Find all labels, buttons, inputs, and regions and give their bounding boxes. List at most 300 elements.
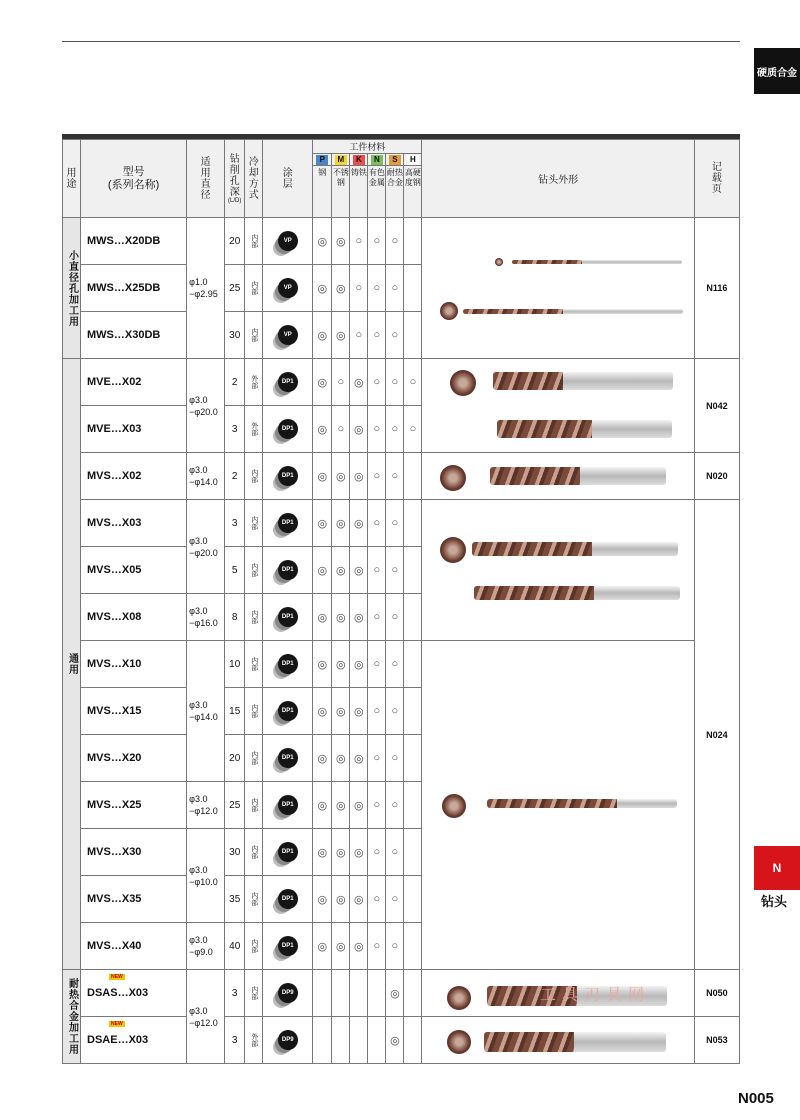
material-rating: ◎	[332, 453, 350, 500]
depth-value: 3	[225, 500, 245, 547]
material-rating: ◎	[313, 359, 332, 406]
model-text: MVS…X35	[87, 893, 142, 905]
depth-value: 3	[225, 406, 245, 453]
material-rating: ◎	[313, 641, 332, 688]
coating-badge: DP1	[278, 372, 298, 392]
material-name-M: 不锈钢	[332, 166, 350, 218]
material-rating: ○	[386, 359, 404, 406]
depth-value: 20	[225, 218, 245, 265]
material-rating: ◎	[313, 265, 332, 312]
model-name[interactable]	[81, 453, 187, 500]
header-depth-label: 钻削孔深	[229, 153, 240, 198]
coating-badge: VP	[278, 278, 298, 298]
material-rating	[404, 547, 422, 594]
model-text: DSAS…X03	[87, 987, 149, 999]
page-reference[interactable]: N053	[694, 1017, 739, 1064]
depth-value: 2	[225, 453, 245, 500]
drill-flute	[497, 420, 592, 438]
model-name[interactable]	[81, 547, 187, 594]
coating-badge: DP1	[278, 466, 298, 486]
material-rating	[404, 265, 422, 312]
new-badge: NEW	[111, 1021, 123, 1027]
material-rating	[368, 970, 386, 1017]
material-rating: ◎	[350, 359, 368, 406]
material-rating: ◎	[313, 688, 332, 735]
depth-value: 35	[225, 876, 245, 923]
material-name-P: 钢	[313, 166, 332, 218]
material-rating: ◎	[350, 735, 368, 782]
material-rating: ○	[368, 782, 386, 829]
cooling-method: 内部	[245, 970, 263, 1017]
coating-badge: DP1	[278, 889, 298, 909]
material-rating	[404, 312, 422, 359]
table-row	[63, 500, 740, 547]
cooling-method: 内部	[245, 829, 263, 876]
cooling-method: 外部	[245, 1017, 263, 1064]
material-rating: ◎	[313, 876, 332, 923]
coating-cell	[263, 782, 313, 829]
header-coating: 涂层	[263, 140, 313, 218]
coating-badge: DP1	[278, 654, 298, 674]
material-rating: ○	[386, 829, 404, 876]
drill-shank	[563, 372, 673, 390]
model-name[interactable]	[81, 406, 187, 453]
drill-flute	[487, 799, 617, 808]
material-rating: ◎	[332, 641, 350, 688]
material-rating: ○	[386, 500, 404, 547]
material-rating	[404, 1017, 422, 1064]
cooling-method: 内部	[245, 312, 263, 359]
coating-badge: DP1	[278, 513, 298, 533]
diameter-range: φ3.0 −φ12.0	[187, 970, 225, 1064]
material-rating	[404, 782, 422, 829]
use-group-label: 小直径孔加工用	[63, 218, 81, 359]
coating-cell	[263, 500, 313, 547]
model-text: MWS…X20DB	[87, 235, 161, 247]
coating-cell	[263, 735, 313, 782]
material-rating: ○	[332, 406, 350, 453]
model-name[interactable]	[81, 312, 187, 359]
coating-cell	[263, 547, 313, 594]
drill-tip-view	[495, 258, 503, 266]
material-rating	[404, 688, 422, 735]
depth-value: 15	[225, 688, 245, 735]
page-reference[interactable]: N042	[694, 359, 739, 453]
material-rating: ○	[368, 594, 386, 641]
model-text: MVS…X10	[87, 658, 142, 670]
material-code-S	[386, 154, 404, 166]
drill-flute	[463, 309, 563, 314]
material-rating: ◎	[350, 688, 368, 735]
material-rating: ○	[368, 500, 386, 547]
header-diameter: 适用直径	[187, 140, 225, 218]
material-rating: ◎	[332, 547, 350, 594]
top-rule	[62, 41, 740, 42]
material-rating: ◎	[313, 312, 332, 359]
material-rating: ○	[368, 218, 386, 265]
material-rating: ◎	[332, 829, 350, 876]
model-name[interactable]	[81, 876, 187, 923]
material-rating	[404, 970, 422, 1017]
cooling-method: 内部	[245, 547, 263, 594]
coating-cell	[263, 1017, 313, 1064]
model-name[interactable]	[81, 500, 187, 547]
cooling-method: 内部	[245, 500, 263, 547]
header-model: 型号 (系列名称)	[81, 140, 187, 218]
depth-value: 40	[225, 923, 245, 970]
table-row	[63, 218, 740, 265]
model-text: MVS…X03	[87, 517, 142, 529]
drill-tip-view	[450, 370, 476, 396]
coating-cell	[263, 218, 313, 265]
coating-badge: VP	[278, 231, 298, 251]
material-rating	[404, 735, 422, 782]
drill-flute	[472, 542, 592, 556]
coating-badge: DP9	[278, 983, 298, 1003]
drill-tip-view	[440, 465, 466, 491]
header-page: 记载页	[694, 140, 739, 218]
material-rating: ○	[350, 265, 368, 312]
depth-value: 2	[225, 359, 245, 406]
material-rating: ○	[368, 641, 386, 688]
material-rating: ○	[368, 688, 386, 735]
material-code-N	[368, 154, 386, 166]
material-rating: ○	[350, 312, 368, 359]
coating-badge: VP	[278, 325, 298, 345]
coating-badge: DP9	[278, 1030, 298, 1050]
material-rating: ○	[386, 923, 404, 970]
material-rating: ◎	[350, 876, 368, 923]
cooling-method: 内部	[245, 453, 263, 500]
model-name[interactable]	[81, 265, 187, 312]
material-rating	[404, 594, 422, 641]
drill-shank	[563, 309, 683, 314]
diameter-range: φ3.0 −φ20.0	[187, 359, 225, 453]
material-rating: ○	[368, 359, 386, 406]
page-reference[interactable]: N050	[694, 970, 739, 1017]
model-text: MVS…X25	[87, 799, 142, 811]
coating-cell	[263, 265, 313, 312]
drill-tip-view	[447, 986, 471, 1010]
header-work-material: 工件材料	[313, 140, 422, 154]
coating-badge: DP1	[278, 795, 298, 815]
material-rating: ◎	[386, 1017, 404, 1064]
coating-cell	[263, 359, 313, 406]
material-rating: ○	[350, 218, 368, 265]
material-rating	[313, 1017, 332, 1064]
material-rating: ○	[368, 923, 386, 970]
model-text: MVS…X15	[87, 705, 142, 717]
cooling-method: 内部	[245, 735, 263, 782]
material-rating	[350, 970, 368, 1017]
drill-tip-view	[440, 302, 458, 320]
material-rating: ◎	[313, 547, 332, 594]
material-rating: ◎	[350, 923, 368, 970]
diameter-range: φ1.0 −φ2.95	[187, 218, 225, 359]
material-rating: ○	[386, 312, 404, 359]
material-rating	[404, 829, 422, 876]
model-text: MVE…X02	[87, 376, 142, 388]
drill-flute	[512, 260, 582, 264]
drill-shank	[574, 1032, 666, 1052]
material-rating: ◎	[313, 782, 332, 829]
material-rating: ◎	[350, 641, 368, 688]
page-number: N005	[738, 1090, 774, 1107]
material-rating: ○	[368, 735, 386, 782]
material-rating: ◎	[313, 406, 332, 453]
material-rating: ○	[368, 453, 386, 500]
coating-cell	[263, 453, 313, 500]
drill-tip-view	[440, 537, 466, 563]
model-name[interactable]	[81, 782, 187, 829]
model-text: MVE…X03	[87, 423, 142, 435]
material-rating: ◎	[350, 547, 368, 594]
coating-cell	[263, 688, 313, 735]
material-rating	[404, 876, 422, 923]
material-rating: ◎	[332, 876, 350, 923]
coating-badge: DP1	[278, 748, 298, 768]
cooling-method: 内部	[245, 641, 263, 688]
material-rating: ○	[368, 406, 386, 453]
coating-cell	[263, 970, 313, 1017]
diameter-range: φ3.0 −φ14.0	[187, 641, 225, 782]
model-name[interactable]	[81, 594, 187, 641]
chapter-tab-label: 钻头	[760, 894, 787, 909]
material-rating: ◎	[313, 594, 332, 641]
material-rating: ◎	[313, 218, 332, 265]
material-code-P	[313, 154, 332, 166]
drill-tip-view	[447, 1030, 471, 1054]
table-row	[63, 641, 740, 688]
cooling-method: 内部	[245, 782, 263, 829]
header-depth	[225, 140, 245, 218]
depth-value: 25	[225, 265, 245, 312]
material-rating: ○	[386, 406, 404, 453]
material-rating: ○	[386, 453, 404, 500]
depth-value: 30	[225, 829, 245, 876]
diameter-range: φ3.0 −φ14.0	[187, 453, 225, 500]
material-code-badge: N	[371, 155, 383, 165]
material-rating	[404, 923, 422, 970]
diameter-range: φ3.0 −φ12.0	[187, 782, 225, 829]
material-name-K: 铸铁	[350, 166, 368, 218]
coating-cell	[263, 594, 313, 641]
material-rating: ○	[386, 782, 404, 829]
chapter-tab-letter[interactable]: N	[754, 846, 800, 890]
model-name[interactable]	[81, 970, 187, 1017]
use-group-label: 耐热合金加工用	[63, 970, 81, 1064]
material-rating: ◎	[332, 594, 350, 641]
model-text: MVS…X40	[87, 940, 142, 952]
material-rating	[313, 970, 332, 1017]
material-code-K	[350, 154, 368, 166]
model-name[interactable]	[81, 1017, 187, 1064]
material-rating: ○	[368, 876, 386, 923]
depth-value: 8	[225, 594, 245, 641]
coating-badge: DP1	[278, 419, 298, 439]
coating-badge: DP1	[278, 560, 298, 580]
material-rating	[368, 1017, 386, 1064]
material-rating: ○	[386, 641, 404, 688]
drill-shank	[582, 260, 682, 264]
material-rating: ○	[368, 829, 386, 876]
model-text: MVS…X02	[87, 470, 142, 482]
material-rating	[332, 970, 350, 1017]
model-name[interactable]	[81, 688, 187, 735]
model-text: MVS…X20	[87, 752, 142, 764]
material-code-M	[332, 154, 350, 166]
material-rating: ◎	[332, 265, 350, 312]
depth-value: 30	[225, 312, 245, 359]
material-rating	[404, 218, 422, 265]
material-code-H	[404, 154, 422, 166]
header-shape: 钻头外形	[422, 140, 694, 218]
depth-value: 3	[225, 970, 245, 1017]
coating-cell	[263, 829, 313, 876]
cooling-method: 内部	[245, 923, 263, 970]
material-rating: ◎	[386, 970, 404, 1017]
material-rating: ◎	[350, 594, 368, 641]
cooling-method: 内部	[245, 876, 263, 923]
cooling-method: 内部	[245, 265, 263, 312]
drill-flute	[490, 467, 580, 485]
material-rating	[332, 1017, 350, 1064]
material-rating	[404, 500, 422, 547]
diameter-range: φ3.0 −φ20.0	[187, 500, 225, 594]
depth-value: 10	[225, 641, 245, 688]
material-rating: ○	[368, 265, 386, 312]
coating-cell	[263, 312, 313, 359]
material-rating: ◎	[332, 218, 350, 265]
use-group-label: 通用	[63, 359, 81, 970]
material-rating: ○	[386, 688, 404, 735]
model-name[interactable]	[81, 359, 187, 406]
depth-value: 3	[225, 1017, 245, 1064]
material-rating	[404, 641, 422, 688]
coating-cell	[263, 876, 313, 923]
coating-cell	[263, 406, 313, 453]
coating-badge: DP1	[278, 936, 298, 956]
coating-cell	[263, 923, 313, 970]
material-rating: ◎	[350, 782, 368, 829]
drill-flute	[493, 372, 563, 390]
page-reference[interactable]: N024	[694, 500, 739, 970]
model-text: MVS…X30	[87, 846, 142, 858]
material-rating: ○	[386, 547, 404, 594]
drill-shank	[592, 542, 678, 556]
material-rating: ◎	[332, 782, 350, 829]
material-rating: ○	[386, 876, 404, 923]
material-rating: ◎	[313, 735, 332, 782]
model-text: MVS…X05	[87, 564, 142, 576]
header-use: 用途	[63, 140, 81, 218]
drill-shank	[580, 467, 666, 485]
material-rating: ○	[386, 218, 404, 265]
drill-shape-cell	[422, 218, 694, 359]
cooling-method: 外部	[245, 359, 263, 406]
depth-value: 25	[225, 782, 245, 829]
material-rating: ○	[404, 406, 422, 453]
material-name-N: 有色金属	[368, 166, 386, 218]
model-text: DSAE…X03	[87, 1034, 149, 1046]
material-rating: ◎	[313, 453, 332, 500]
material-rating: ○	[404, 359, 422, 406]
material-code-badge: P	[316, 155, 328, 165]
diameter-range: φ3.0 −φ9.0	[187, 923, 225, 970]
material-code-badge: S	[389, 155, 401, 165]
model-text: MVS…X08	[87, 611, 142, 623]
material-code-badge: H	[407, 155, 419, 165]
material-rating: ○	[386, 735, 404, 782]
material-rating: ◎	[332, 923, 350, 970]
material-name-H: 高硬度钢	[404, 166, 422, 218]
material-rating: ○	[386, 265, 404, 312]
watermark: 工具刃具网	[540, 987, 651, 1004]
material-rating: ○	[332, 359, 350, 406]
drill-shank	[594, 586, 680, 600]
material-rating	[350, 1017, 368, 1064]
model-text: MWS…X30DB	[87, 329, 161, 341]
diameter-range: φ3.0 −φ16.0	[187, 594, 225, 641]
drill-tip-view	[442, 794, 466, 818]
coating-badge: DP1	[278, 842, 298, 862]
page-reference[interactable]: N020	[694, 453, 739, 500]
drill-flute	[474, 586, 594, 600]
material-rating: ◎	[350, 500, 368, 547]
model-name[interactable]	[81, 641, 187, 688]
material-rating: ◎	[332, 312, 350, 359]
header-depth-unit: (L/D)	[228, 197, 242, 204]
material-rating	[404, 453, 422, 500]
material-rating: ◎	[332, 735, 350, 782]
diameter-range: φ3.0 −φ10.0	[187, 829, 225, 923]
depth-value: 20	[225, 735, 245, 782]
cooling-method: 内部	[245, 218, 263, 265]
drill-shape-cell	[422, 500, 694, 641]
cooling-method: 内部	[245, 594, 263, 641]
section-tab[interactable]: 硬质合金	[754, 48, 800, 94]
model-name[interactable]	[81, 923, 187, 970]
drill-shank	[592, 420, 672, 438]
drill-shank	[617, 799, 677, 808]
material-rating: ◎	[332, 500, 350, 547]
drill-selection-table	[62, 139, 740, 1064]
page-reference[interactable]: N116	[694, 218, 739, 359]
new-badge: NEW	[111, 974, 123, 980]
material-rating: ◎	[350, 453, 368, 500]
material-rating: ○	[368, 547, 386, 594]
coating-cell	[263, 641, 313, 688]
material-name-S: 耐热合金	[386, 166, 404, 218]
material-rating: ○	[386, 594, 404, 641]
material-rating: ◎	[350, 829, 368, 876]
model-name[interactable]	[81, 735, 187, 782]
material-rating: ○	[368, 312, 386, 359]
material-rating: ◎	[313, 923, 332, 970]
material-rating: ◎	[313, 500, 332, 547]
material-code-badge: M	[335, 155, 347, 165]
cooling-method: 外部	[245, 406, 263, 453]
model-name[interactable]	[81, 829, 187, 876]
model-name[interactable]	[81, 218, 187, 265]
drill-flute	[484, 1032, 574, 1052]
depth-value: 5	[225, 547, 245, 594]
coating-badge: DP1	[278, 607, 298, 627]
material-rating: ◎	[332, 688, 350, 735]
material-code-badge: K	[353, 155, 365, 165]
cooling-method: 内部	[245, 688, 263, 735]
model-text: MWS…X25DB	[87, 282, 161, 294]
